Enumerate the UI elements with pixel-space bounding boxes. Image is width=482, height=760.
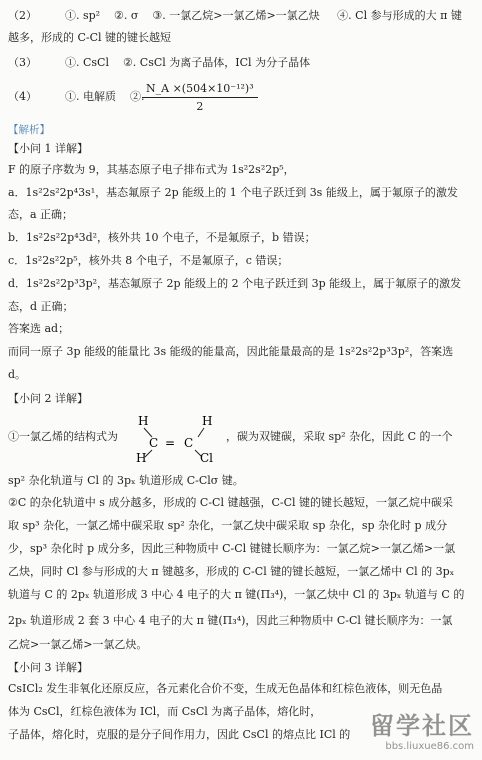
q1-line: 态，d 正确； bbox=[8, 300, 74, 313]
atom-c: C bbox=[184, 436, 194, 450]
q2-label: 【小问 2 详解】 bbox=[8, 392, 88, 405]
watermark bbox=[370, 706, 474, 752]
atom-h: H bbox=[202, 414, 213, 428]
answer-2: （2） ①. sp² ②. σ ③. 一氯乙烷>一氯乙烯>一氯乙炔 ④. Cl 参与形成的大 π 键 bbox=[8, 9, 462, 22]
q2-line: 少，sp³ 杂化时 p 成分多，因此三种物质中 C-Cl 键键长顺序为：一氯乙烷>一氯乙烯>一氯 bbox=[8, 542, 456, 555]
q1-line: 而同一原子 3p 能级的能量比 3s 能级的能量高，因此能量最高的是 1s²2s²2p³3p²，答案选 bbox=[8, 345, 454, 358]
q1-line: 态，a 正确； bbox=[8, 208, 74, 221]
q2-line: ②C 的杂化轨道中 s 成分越多，形成的 C-Cl 键越强，C-Cl 键的键长越短，一氯乙烷中碳采 bbox=[8, 496, 454, 509]
q1-line: a．1s²2s²2p⁴3s¹，基态氟原子 2p 能级上的 1 个电子跃迁到 3s 能级上，属于氟原子的激发 bbox=[8, 186, 458, 199]
q1-line: d．1s²2s²2p³3p²，基态氟原子 2p 能级上的 2 个电子跃迁到 3p 能级上，属于氟原子的激发 bbox=[8, 277, 462, 290]
q3-label: 【小问 3 详解】 bbox=[8, 661, 88, 674]
watermark-brand: 留学社区 bbox=[370, 712, 474, 740]
q2-line: 轨道与 C 的 2pₓ 轨道形成 3 中心 4 电子的大 π 键(Π₃⁴)，一氯乙炔中 Cl 的 3pₓ 轨道与 C 的 bbox=[8, 588, 465, 601]
q2-line: sp² 杂化轨道与 Cl 的 3pₓ 轨道形成 C-Clσ 键。 bbox=[8, 474, 244, 487]
q1-line: F 的原子序数为 9，其基态原子电子排布式为 1s²2s²2p⁵， bbox=[8, 163, 295, 176]
q1-line: c．1s²2s²2p⁵，核外共 8 个电子，不是氟原子，c 错误； bbox=[8, 254, 289, 267]
q3-line: 子晶体，熔化时，克服的是分子间作用力，因此 CsCl 的熔点比 ICl 的 bbox=[8, 728, 351, 741]
q2-line: 乙烷>一氯乙烯>一氯乙炔。 bbox=[8, 638, 148, 651]
q2-line: 乙炔，同时 Cl 参与形成的大 π 键越多，形成的 C-Cl 键的键长越短，一氯乙烯中 Cl 的 3pₓ bbox=[8, 565, 455, 578]
q1-line: 答案选 ad； bbox=[8, 322, 70, 335]
q2-structure-pre: ①一氯乙烯的结构式为 bbox=[8, 430, 118, 443]
answer-4: （4） ①. 电解质 ②. bbox=[8, 90, 145, 103]
q1-line: b．1s²2s²2p⁴3d²，核外共 10 个电子，不是氟原子，b 错误； bbox=[8, 231, 316, 244]
q2-line: 取 sp³ 杂化，一氯乙烯中碳采取 sp² 杂化，一氯乙炔中碳采取 sp 杂化，sp 杂化时 p 成分 bbox=[8, 519, 448, 532]
answer-3: （3） ①. CsCl ②. CsCl 为离子晶体，ICl 为分子晶体 bbox=[8, 56, 311, 69]
atom-c: C bbox=[149, 436, 159, 450]
q3-line: CsICl₂ 发生非氧化还原反应，各元素化合价不变，生成无色晶体和红棕色液体，则无色晶 bbox=[8, 682, 443, 695]
atom-h: H bbox=[136, 451, 147, 463]
bond-line bbox=[198, 428, 204, 437]
double-bond: = bbox=[165, 436, 176, 450]
atom-h: H bbox=[138, 414, 149, 428]
q1-label: 【小问 1 详解】 bbox=[8, 142, 88, 155]
atom-cl: Cl bbox=[200, 451, 214, 463]
q2-line: 2pₓ 轨道形成 2 套 3 中心 4 电子的大 π 键(Π₃⁴)，因此三种物质中 C-Cl 键长顺序为：一氯 bbox=[8, 614, 453, 627]
q3-line: 体为 CsCl，红棕色液体为 ICl，而 CsCl 为离子晶体，熔化时， bbox=[8, 705, 322, 718]
q1-line: d。 bbox=[8, 368, 27, 381]
answer-2-cont: 越多，形成的 C-Cl 键的键长越短 bbox=[8, 31, 172, 44]
analysis-label: 【解析】 bbox=[8, 124, 50, 136]
q2-structure-post: ，碳为双键碳，采取 sp² 杂化，因此 C 的一个 bbox=[226, 430, 453, 443]
formula-fraction: $\frac{\text{N\_A ×(504×10⁻¹²)³}}{2}$ bbox=[142, 82, 258, 113]
watermark-url: bbs.liuxue86.com bbox=[385, 741, 474, 752]
chloroethylene-structure bbox=[132, 413, 224, 463]
